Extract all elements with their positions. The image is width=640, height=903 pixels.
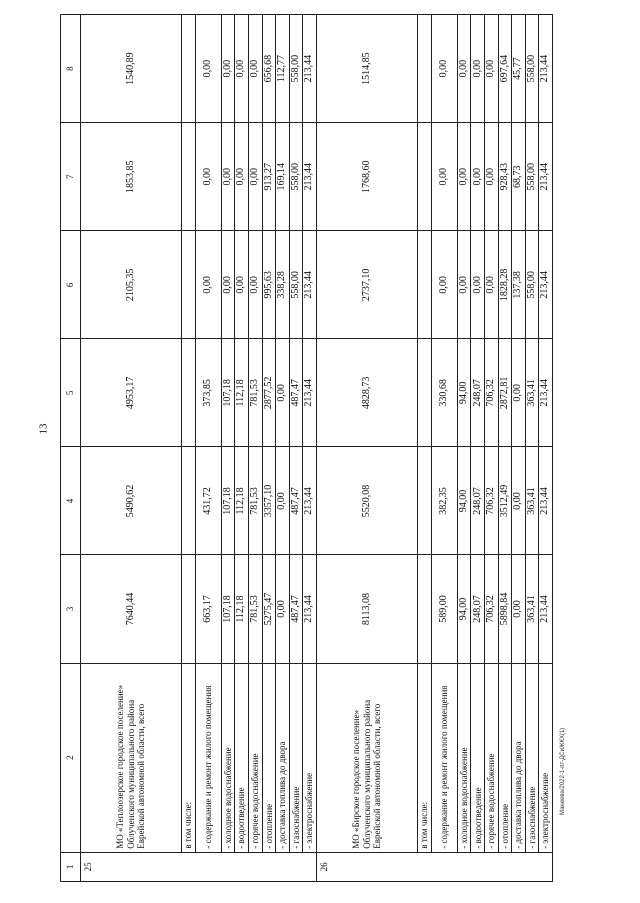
value-cell: 382,35 [431,447,457,555]
header-cell: 7 [61,123,81,231]
empty-cell [418,555,432,663]
total-value-cell: 8113,08 [316,555,417,663]
value-cell: 213,44 [539,447,553,555]
value-cell: 213,44 [303,339,317,447]
value-cell: 558,00 [289,15,303,123]
value-cell: 213,44 [303,231,317,339]
table-row [498,15,512,882]
value-cell: 107,18 [221,447,235,555]
value-cell: 94,00 [457,555,471,663]
table-row [303,15,317,882]
table-row [457,15,471,882]
value-cell: 0,00 [221,123,235,231]
value-cell: 558,00 [525,231,539,339]
value-cell: 0,00 [276,555,290,663]
value-cell: 213,44 [539,555,553,663]
value-cell: 928,43 [498,123,512,231]
value-cell: 0,00 [457,123,471,231]
value-cell: 137,38 [512,231,526,339]
page-number: 13 [37,423,50,435]
empty-cell [182,123,196,231]
value-cell: 697,64 [498,15,512,123]
value-cell: 0,00 [457,15,471,123]
value-cell: 0,00 [471,123,485,231]
empty-cell [182,555,196,663]
value-cell: 781,53 [249,447,263,555]
header-cell: 6 [61,231,81,339]
table-row [539,15,553,882]
value-cell: 2872,81 [498,339,512,447]
table-rotated-wrapper [60,14,553,882]
empty-cell [418,339,432,447]
table-row [485,15,499,882]
value-cell: 94,00 [457,447,471,555]
table-row [221,15,235,882]
value-cell: 0,00 [485,15,499,123]
table-row [276,15,290,882]
value-cell: 330,68 [431,339,457,447]
value-cell: 663,17 [195,555,221,663]
value-cell: 0,00 [249,123,263,231]
total-value-cell: 2105,35 [80,231,181,339]
value-cell: 0,00 [221,15,235,123]
item-label-cell: - доставка топлива до двора [512,663,526,852]
row-number-cell: 26 [316,852,552,881]
total-value-cell: 1853,85 [80,123,181,231]
value-cell: 913,27 [262,123,276,231]
value-cell: 487,47 [289,447,303,555]
value-cell: 213,44 [539,339,553,447]
value-cell: 1828,28 [498,231,512,339]
including-label-cell: в том числе: [418,663,432,852]
value-cell: 487,47 [289,555,303,663]
item-label-cell: - отопление [498,663,512,852]
value-cell: 68,73 [512,123,526,231]
value-cell: 558,00 [525,15,539,123]
value-cell: 558,00 [289,123,303,231]
row-number-cell: 25 [80,852,316,881]
value-cell: 589,00 [431,555,457,663]
value-cell: 0,00 [512,447,526,555]
value-cell: 781,53 [249,555,263,663]
value-cell: 3512,49 [498,447,512,555]
value-cell: 0,00 [485,231,499,339]
item-label-cell: - холодное водоснабжение [221,663,235,852]
value-cell: 94,00 [457,339,471,447]
value-cell: 706,32 [485,339,499,447]
value-cell: 558,00 [525,123,539,231]
value-cell: 373,85 [195,339,221,447]
table-row [249,15,263,882]
value-cell: 995,63 [262,231,276,339]
value-cell: 363,41 [525,447,539,555]
item-label-cell: - отопление [262,663,276,852]
empty-cell [182,339,196,447]
value-cell: 487,47 [289,339,303,447]
value-cell: 248,07 [471,339,485,447]
value-cell: 213,44 [303,123,317,231]
header-cell: 3 [61,555,81,663]
municipality-name-cell: МО «Теплоозерское городское поселение» Облученского муниципального района Еврейской автономной области, всего [80,663,181,852]
table-row [235,15,249,882]
table-row [289,15,303,882]
value-cell: 338,28 [276,231,290,339]
value-cell: 0,00 [249,15,263,123]
value-cell: 0,00 [195,15,221,123]
value-cell: 5275,47 [262,555,276,663]
value-cell: 112,18 [235,339,249,447]
table-row [512,15,526,882]
item-label-cell: - горячее водоснабжение [249,663,263,852]
value-cell: 0,00 [485,123,499,231]
value-cell: 0,00 [471,15,485,123]
value-cell: 706,32 [485,447,499,555]
empty-cell [418,447,432,555]
header-row [61,15,81,882]
header-cell: 5 [61,339,81,447]
value-cell: 0,00 [512,555,526,663]
empty-cell [418,15,432,123]
including-label-row [418,15,432,882]
value-cell: 0,00 [249,231,263,339]
value-cell: 213,44 [303,15,317,123]
total-value-cell: 1768,60 [316,123,417,231]
value-cell: 213,44 [303,447,317,555]
utilities-table [60,14,553,882]
document-footer: Манеева/2022-1-пт-ДСиЖКХ(1) [560,727,566,815]
item-label-cell: - холодное водоснабжение [457,663,471,852]
total-value-cell: 5490,62 [80,447,181,555]
empty-cell [418,123,432,231]
value-cell: 112,18 [235,447,249,555]
item-label-cell: - доставка топлива до двора [276,663,290,852]
value-cell: 0,00 [276,339,290,447]
value-cell: 0,00 [235,123,249,231]
municipality-name-cell: МО «Бирское городское поселение» Облученского муниципального района Еврейской автономной области, всего [316,663,417,852]
value-cell: 45,77 [512,15,526,123]
value-cell: 0,00 [276,447,290,555]
value-cell: 213,44 [303,555,317,663]
empty-cell [182,447,196,555]
value-cell: 248,07 [471,447,485,555]
header-cell: 4 [61,447,81,555]
value-cell: 248,07 [471,555,485,663]
value-cell: 0,00 [235,231,249,339]
total-value-cell: 1514,85 [316,15,417,123]
total-value-cell: 2737,10 [316,231,417,339]
value-cell: 107,18 [221,339,235,447]
section-total-row [316,15,417,882]
total-value-cell: 4828,73 [316,339,417,447]
empty-cell [182,231,196,339]
total-value-cell: 7640,44 [80,555,181,663]
including-label-row [182,15,196,882]
value-cell: 112,77 [276,15,290,123]
header-cell: 1 [61,852,81,881]
value-cell: 0,00 [221,231,235,339]
value-cell: 107,18 [221,555,235,663]
item-label-cell: - водоотведение [235,663,249,852]
value-cell: 431,72 [195,447,221,555]
value-cell: 2877,52 [262,339,276,447]
header-cell: 2 [61,663,81,852]
item-label-cell: - газоснабжение [289,663,303,852]
value-cell: 213,44 [539,231,553,339]
item-label-cell: - горячее водоснабжение [485,663,499,852]
value-cell: 0,00 [457,231,471,339]
total-value-cell: 1540,89 [80,15,181,123]
item-label-cell: - содержание и ремонт жилого помещения [431,663,457,852]
including-label-cell: в том числе: [182,663,196,852]
value-cell: 0,00 [512,339,526,447]
total-value-cell: 4953,17 [80,339,181,447]
table-row [471,15,485,882]
table-row [431,15,457,882]
value-cell: 656,68 [262,15,276,123]
value-cell: 781,53 [249,339,263,447]
item-label-cell: - водоотведение [471,663,485,852]
header-cell: 8 [61,15,81,123]
value-cell: 3357,10 [262,447,276,555]
item-label-cell: - содержание и ремонт жилого помещения [195,663,221,852]
empty-cell [182,15,196,123]
value-cell: 169,14 [276,123,290,231]
empty-cell [418,231,432,339]
value-cell: 5898,84 [498,555,512,663]
total-value-cell: 5520,08 [316,447,417,555]
item-label-cell: - электроснабжение [539,663,553,852]
value-cell: 0,00 [471,231,485,339]
value-cell: 0,00 [431,231,457,339]
section-total-row [80,15,181,882]
value-cell: 0,00 [235,15,249,123]
value-cell: 363,41 [525,339,539,447]
table-row [262,15,276,882]
table-row [195,15,221,882]
item-label-cell: - электроснабжение [303,663,317,852]
value-cell: 213,44 [539,123,553,231]
item-label-cell: - газоснабжение [525,663,539,852]
value-cell: 0,00 [431,123,457,231]
value-cell: 363,41 [525,555,539,663]
value-cell: 213,44 [539,15,553,123]
value-cell: 0,00 [195,231,221,339]
value-cell: 112,18 [235,555,249,663]
value-cell: 706,32 [485,555,499,663]
value-cell: 558,00 [289,231,303,339]
value-cell: 0,00 [195,123,221,231]
value-cell: 0,00 [431,15,457,123]
table-row [525,15,539,882]
